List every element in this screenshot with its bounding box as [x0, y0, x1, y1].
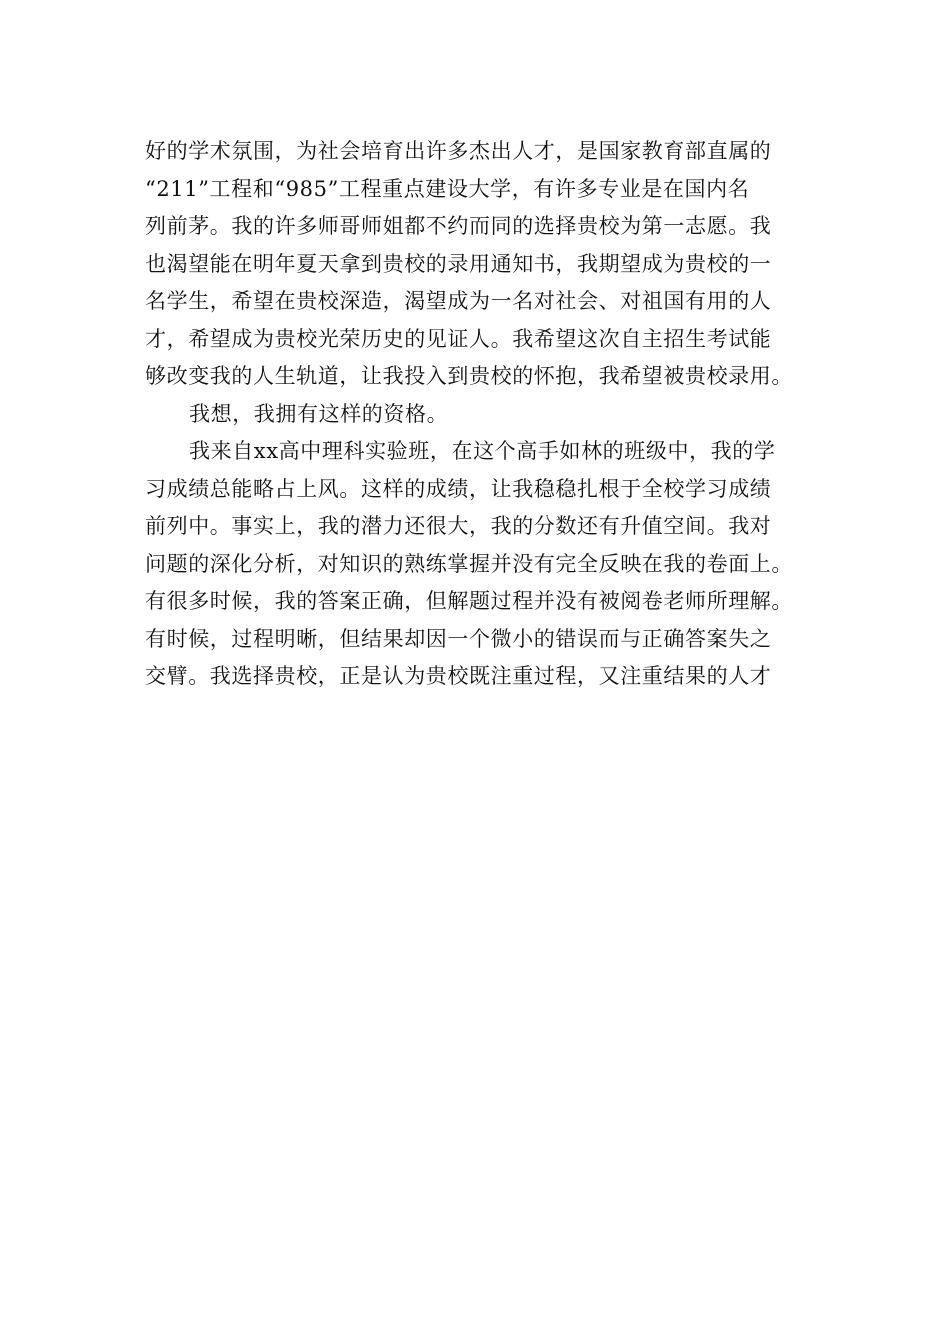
text-line-4: 也渴望能在明年夏天拿到贵校的录用通知书，我期望成为贵校的一: [145, 251, 772, 276]
document-body: [145, 133, 825, 696]
text-line-14: 有时候，过程明晰，但结果却因一个微小的错误而与正确答案失之: [145, 626, 772, 651]
paragraph-start-line-9: 我来自xx高中理科实验班，在这个高手如林的班级中，我的学: [189, 439, 776, 463]
text-line-2: “211”工程和“985”工程重点建设大学，有许多专业是在国内名: [145, 176, 750, 201]
paragraph-start-line-8: 我想，我拥有这样的资格。: [189, 401, 449, 426]
text-line-15: 交臂。我选择贵校，正是认为贵校既注重过程，又注重结果的人才: [145, 664, 772, 688]
text-line-10: 习成绩总能略占上风。这样的成绩，让我稳稳扎根于全校学习成绩: [145, 476, 772, 501]
text-line-6: 才，希望成为贵校光荣历史的见证人。我希望这次自主招生考试能: [145, 326, 772, 351]
text-line-12: 问题的深化分析，对知识的熟练掌握并没有完全反映在我的卷面上。: [145, 551, 793, 576]
text-line-3: 列前茅。我的许多师哥师姐都不约而同的选择贵校为第一志愿。我: [145, 214, 772, 238]
text-line-11: 前列中。事实上，我的潜力还很大，我的分数还有升值空间。我对: [145, 514, 772, 538]
text-line-5: 名学生，希望在贵校深造，渴望成为一名对社会、对祖国有用的人: [145, 289, 772, 313]
text-line-13: 有很多时候，我的答案正确，但解题过程并没有被阅卷老师所理解。: [145, 589, 793, 613]
text-line-7: 够改变我的人生轨道，让我投入到贵校的怀抱，我希望被贵校录用。: [145, 364, 793, 388]
text-line-1: 好的学术氛围，为社会培育出许多杰出人才，是国家教育部直属的: [145, 139, 772, 163]
